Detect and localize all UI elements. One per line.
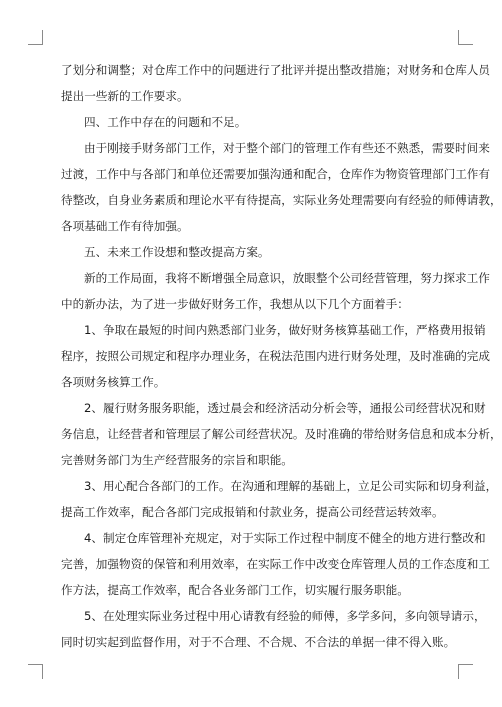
crop-mark-top-left	[28, 30, 43, 45]
crop-mark-top-right	[458, 30, 473, 45]
document-body	[61, 63, 502, 661]
text-line: 同时切实起到监督作用，对于不合理、不合规、不合法的单据一律不得入账。	[61, 635, 456, 649]
text-line: 完善财务部门为生产经营服务的宗旨和职能。	[61, 453, 293, 467]
text-line: 了划分和调整；对仓库工作中的问题进行了批评并提出整改措施；对财务和仓库人员	[61, 63, 490, 77]
text-line: 提高工作效率，配合各部门完成报销和付款业务，提高公司经营运转效率。	[61, 505, 444, 519]
list-item-1: 1、争取在最短的时间内熟悉部门业务，做好财务核算基础工作，严格费用报销	[84, 323, 486, 337]
list-item-5: 5、在处理实际业务过程中用心请教有经验的师傅，多学多问，多向领导请示，	[84, 609, 486, 623]
section-heading: 四、工作中存在的问题和不足。	[84, 115, 247, 129]
text-line: 务信息，让经营者和管理层了解公司经营状况。及时准确的带给财务信息和成本分析，	[61, 427, 502, 441]
text-line: 各项基础工作有待加强。	[61, 219, 189, 233]
list-item-3: 3、用心配合各部门的工作。在沟通和理解的基础上，立足公司实际和切身利益，	[84, 479, 498, 493]
text-line: 过渡，工作中与各部门和单位还需要加强沟通和配合，仓库作为物资管理部门工作有	[61, 167, 490, 181]
text-line: 由于刚接手财务部门工作，对于整个部门的管理工作有些还不熟悉，需要时间来	[84, 141, 490, 155]
text-line: 新的工作局面，我将不断增强全局意识，放眼整个公司经营管理，努力探求工作	[84, 271, 490, 285]
text-line: 提出一些新的工作要求。	[61, 89, 189, 103]
text-line: 待整改，自身业务素质和理论水平有待提高，实际业务处理需要向有经验的师傅请教，	[61, 193, 502, 207]
list-item-2: 2、履行财务服务职能，透过晨会和经济活动分析会等，通报公司经营状况和财	[84, 401, 486, 415]
text-line: 完善，加强物资的保管和利用效率，在实际工作中改变仓库管理人员的工作态度和工	[61, 557, 490, 571]
list-item-4: 4、制定仓库管理补充规定，对于实际工作过程中制度不健全的地方进行整改和	[84, 531, 486, 545]
crop-mark-bottom-left	[28, 664, 43, 679]
crop-mark-bottom-right	[458, 664, 473, 679]
text-line: 中的新办法，为了进一步做好财务工作，我想从以下几个方面着手：	[61, 297, 409, 311]
text-line: 程序，按照公司规定和程序办理业务，在税法范围内进行财务处理，及时准确的完成	[61, 349, 490, 363]
section-heading: 五、未来工作设想和整改提高方案。	[84, 245, 270, 259]
text-line: 作方法，提高工作效率，配合各业务部门工作，切实履行服务职能。	[61, 583, 409, 597]
text-line: 各项财务核算工作。	[61, 375, 166, 389]
